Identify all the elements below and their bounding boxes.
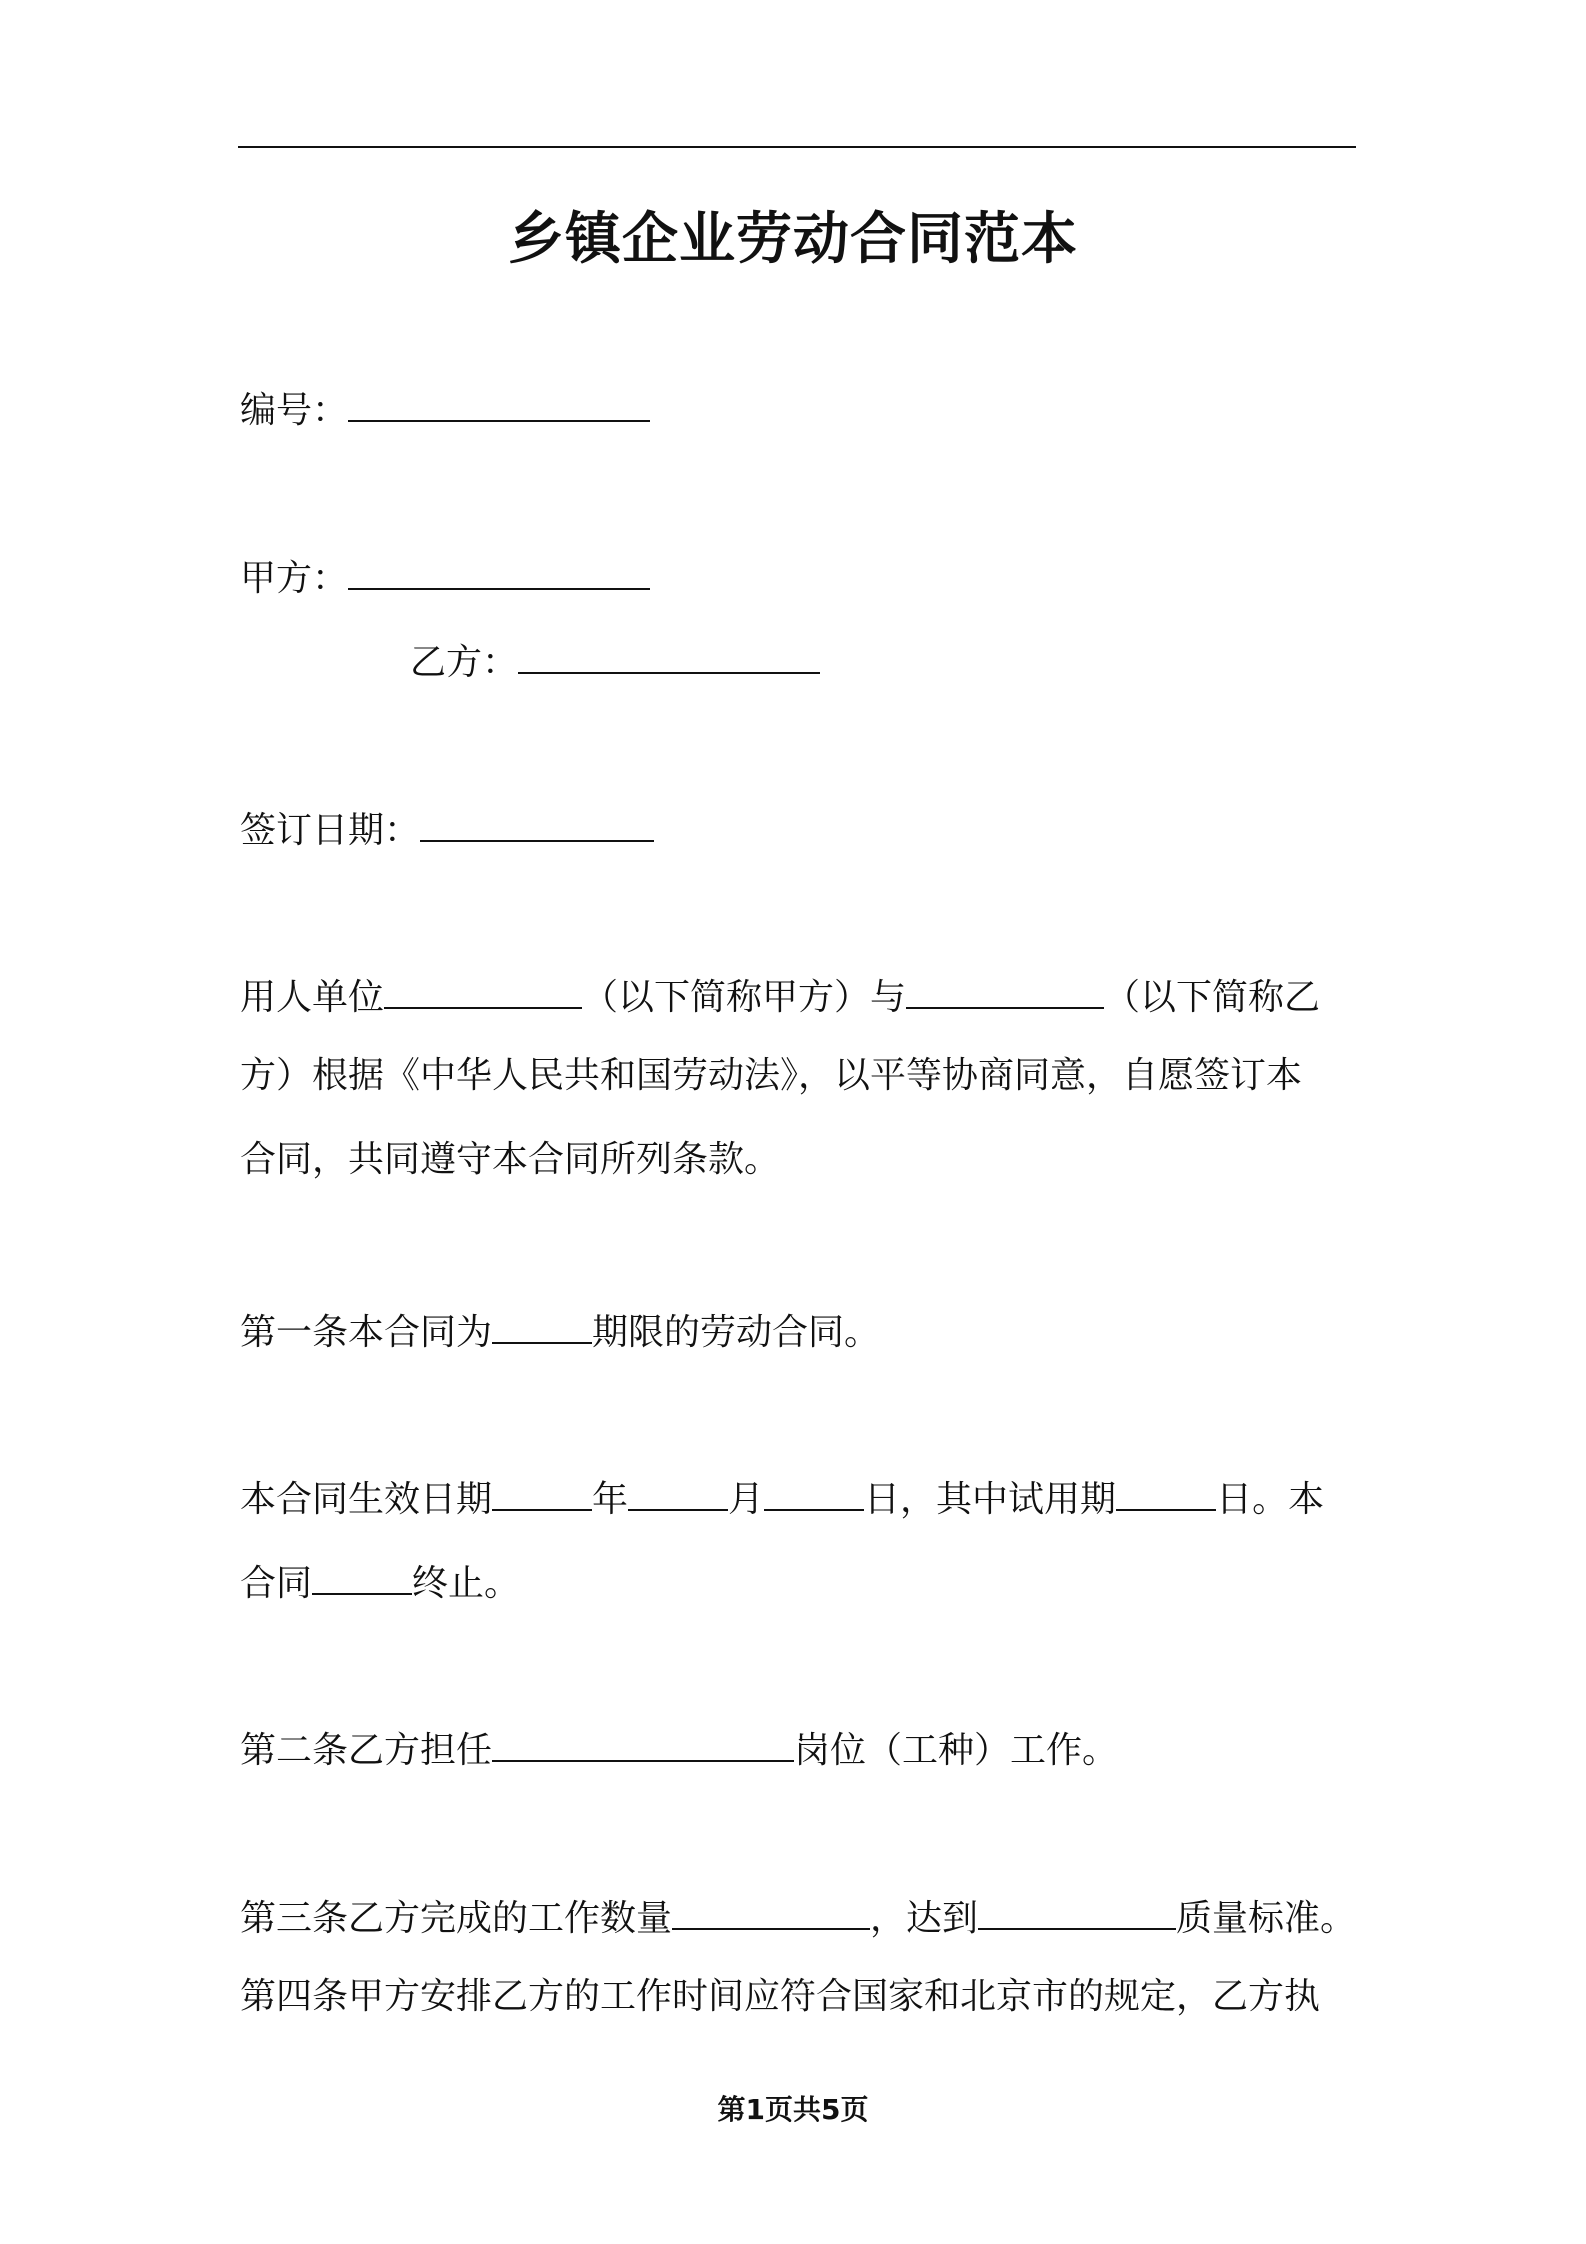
position-blank[interactable] <box>492 1720 794 1762</box>
sign-date-field <box>240 800 654 856</box>
day-blank[interactable] <box>764 1469 864 1511</box>
article-text: 第一条本合同为 <box>240 1312 493 1353</box>
article-text: 月 <box>728 1479 765 1520</box>
intro-text: （以下简称甲方）与 <box>582 977 907 1018</box>
intro-line-1 <box>240 967 1320 1023</box>
party-b-label: 乙方： <box>410 642 519 683</box>
number-label: 编号： <box>240 390 349 431</box>
month-blank[interactable] <box>628 1469 728 1511</box>
party-b-blank[interactable] <box>518 632 820 674</box>
year-blank[interactable] <box>492 1469 592 1511</box>
intro-line-2: 方）根据《中华人民共和国劳动法》，以平等协商同意，自愿签订本 <box>240 1055 1303 1096</box>
article-2 <box>240 1720 1118 1776</box>
article-1 <box>240 1302 880 1358</box>
intro-text: （以下简称乙 <box>1104 977 1321 1018</box>
quality-blank[interactable] <box>978 1888 1176 1930</box>
article-text: 第三条乙方完成的工作数量 <box>240 1898 673 1939</box>
quantity-blank[interactable] <box>672 1888 870 1930</box>
number-field <box>240 380 650 436</box>
article-text: 本合同生效日期 <box>240 1479 493 1520</box>
article-3 <box>240 1888 1356 1944</box>
article-4: 第四条甲方安排乙方的工作时间应符合国家和北京市的规定，乙方执 <box>240 1976 1321 2017</box>
article-text: 岗位（工种）工作。 <box>794 1730 1119 1771</box>
article-text: 合同 <box>240 1563 313 1604</box>
article-text: 终止。 <box>412 1563 521 1604</box>
header-rule <box>238 146 1356 148</box>
party-a-blank[interactable] <box>348 548 650 590</box>
intro-text: 用人单位 <box>240 977 385 1018</box>
intro-line-3: 合同，共同遵守本合同所列条款。 <box>240 1139 781 1180</box>
article-text: 日，其中试用期 <box>864 1479 1117 1520</box>
sign-date-blank[interactable] <box>420 800 654 842</box>
article-text: 期限的劳动合同。 <box>592 1312 881 1353</box>
effective-line-2 <box>240 1553 520 1609</box>
trial-days-blank[interactable] <box>1116 1469 1216 1511</box>
employer-blank[interactable] <box>384 967 582 1009</box>
article-text: 日。本 <box>1216 1479 1325 1520</box>
effective-line-1 <box>240 1469 1324 1525</box>
party-a-label: 甲方： <box>240 558 349 599</box>
article-text: ，达到 <box>870 1898 979 1939</box>
article-text: 第二条乙方担任 <box>240 1730 493 1771</box>
number-blank[interactable] <box>348 380 650 422</box>
article-text: 质量标准。 <box>1176 1898 1357 1939</box>
end-blank[interactable] <box>312 1553 412 1595</box>
article-text: 年 <box>592 1479 629 1520</box>
party-b-field <box>410 632 820 688</box>
employee-blank[interactable] <box>906 967 1104 1009</box>
term-blank[interactable] <box>492 1302 592 1344</box>
document-title: 乡镇企业劳动合同范本 <box>508 207 1078 272</box>
sign-date-label: 签订日期： <box>240 810 421 851</box>
party-a-field <box>240 548 650 604</box>
page-footer: 第1页共5页 <box>717 2093 869 2126</box>
